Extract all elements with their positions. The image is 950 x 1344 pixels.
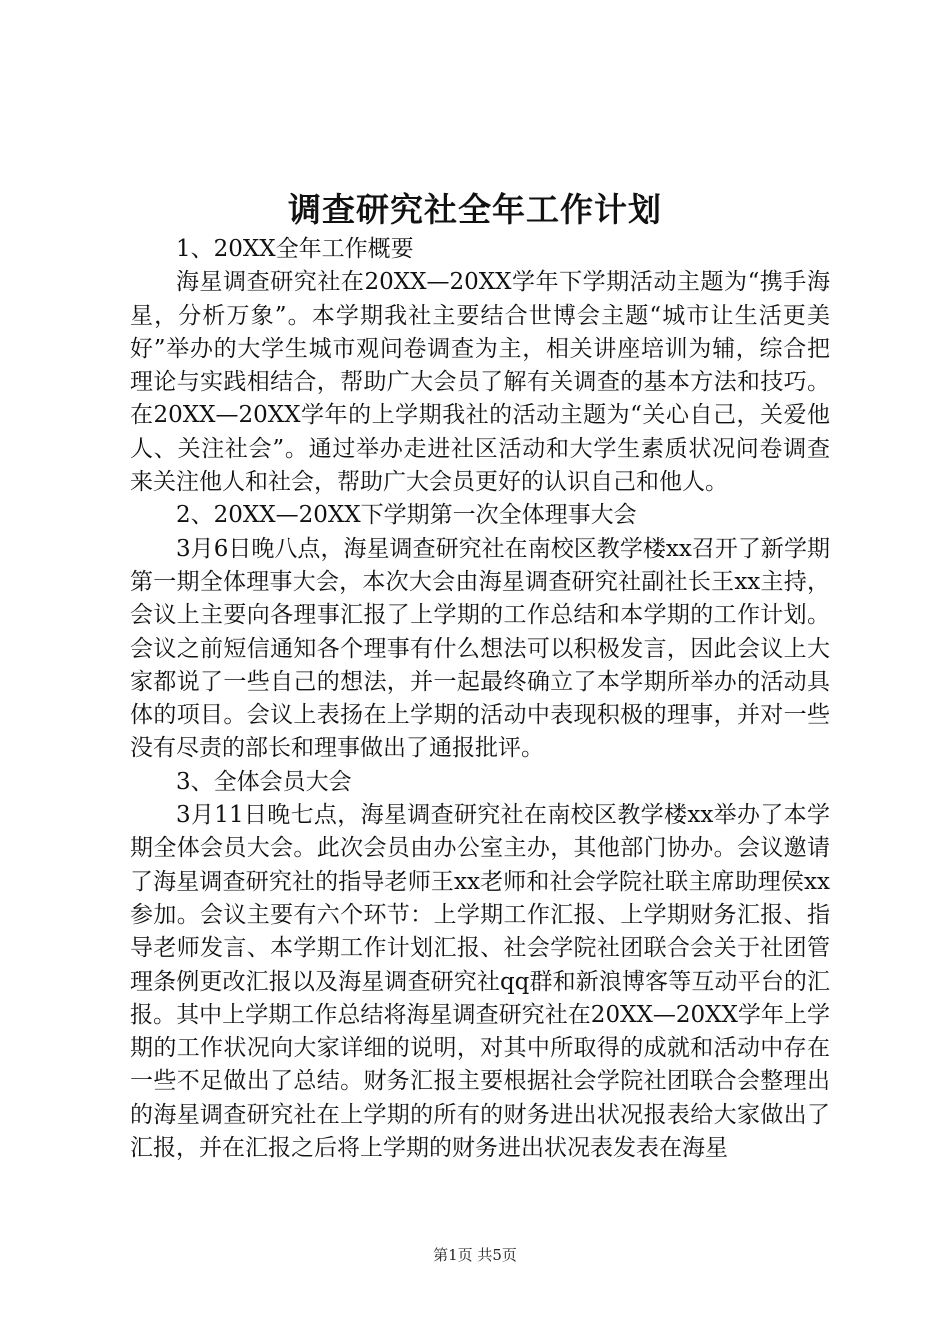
section-heading-1: 1、20XX全年工作概要 [176,236,414,262]
paragraph-2: 3月6日晚八点，海星调查研究社在南校区教学楼xx召开了新学期第一期全体理事大会，本次大会由海星调查研究社副社长王xx主持，会议上主要向各理事汇报了上学期的工作总结和本学期的工作计划。会议之前短信通知各个理事有什么想法可以积极发言，因此会议上大家都说了一些自己的想法，并一起最终确立了本学期所举办的活动具体的项目。会议上表扬在上学期的活动中表现积极的理事，并对一些没有尽责的部长和理事做出了通报批评。 [130,535,830,762]
paragraph-3: 3月11日晚七点，海星调查研究社在南校区教学楼xx举办了本学期全体会员大会。此次会员由办公室主办，其他部门协办。会议邀请了海星调查研究社的指导老师王xx老师和社会学院社联主席助理侯xx参加。会议主要有六个环节：上学期工作汇报、上学期财务汇报、指导老师发言、本学期工作计划汇报、社会学院社团联合会关于社团管理条例更改汇报以及海星调查研究社qq群和新浪博客等互动平台的汇报。其中上学期工作总结将海星调查研究社在20XX—20XX学年上学期的工作状况向大家详细的说明，对其中所取得的成就和活动中存在一些不足做出了总结。财务汇报主要根据社会学院社团联合会整理出的海星调查研究社在上学期的所有的财务进出状况报表给大家做出了汇报，并在汇报之后将上学期的财务进出状况表发表在海星 [130,802,830,1162]
page-footer: 第1页 共5页 [433,1246,517,1264]
section-heading-3: 3、全体会员大会 [176,768,352,795]
paragraph-1: 海星调查研究社在20XX—20XX学年下学期活动主题为“携手海星，分析万象”。本学期我社主要结合世博会主题“城市让生活更美好”举办的大学生城市观问卷调查为主，相关讲座培训为辅，综合把理论与实践相结合，帮助广大会员了解有关调查的基本方法和技巧。在20XX—20XX学年的上学期我社的活动主题为“关心自己，关爱他人、关注社会”。通过举办走进社区活动和大学生素质状况问卷调查来关注他人和社会，帮助广大会员更好的认识自己和他人。 [130,269,830,496]
document-title: 调查研究社全年工作计划 [288,190,662,229]
section-heading-2: 2、20XX—20XX下学期第一次全体理事大会 [176,502,637,529]
document-body [130,233,830,1165]
